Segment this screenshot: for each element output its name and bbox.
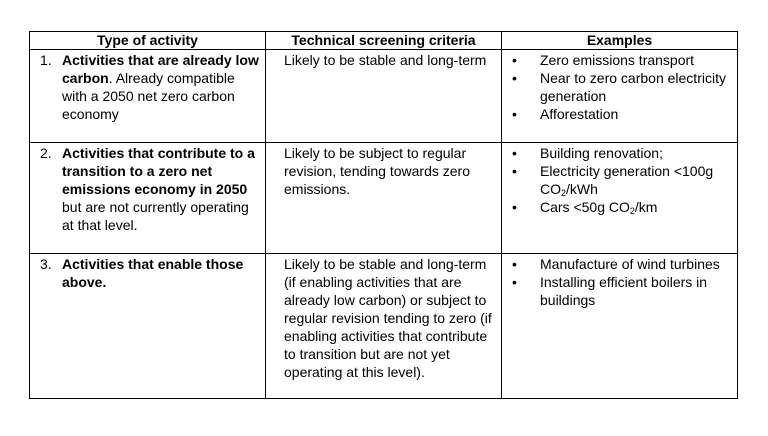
- example-text: Cars <50g $CO_2/km$: [540, 199, 658, 216]
- activity-description: . Already compatible with a 2050 net zero carbon economy: [62, 70, 235, 122]
- bullet-icon: •: [512, 106, 517, 122]
- examples-cell: [502, 143, 738, 254]
- table-row: [30, 254, 738, 399]
- list-item: [512, 255, 733, 273]
- list-item: [512, 69, 733, 105]
- header-row: [30, 32, 738, 50]
- header-technical-criteria: Technical screening criteria: [266, 32, 502, 50]
- header-examples: Examples: [502, 32, 738, 50]
- row-number: 3.: [40, 256, 52, 272]
- examples-cell: [502, 254, 738, 399]
- table-row: [30, 50, 738, 143]
- header-type-of-activity: Type of activity: [30, 32, 266, 50]
- bullet-icon: •: [512, 256, 517, 272]
- list-item: [512, 273, 733, 309]
- criteria-text: Likely to be stable and long-term (if enabling activities that are already low carbon) or subject to regular revision tending to zero (if enabling activities that contribute to transition but are not yet operating at this level).: [284, 256, 492, 380]
- activity-title: Activities that contribute to a transition to a zero net emissions economy in 2050: [62, 145, 255, 197]
- activity-cell: [30, 254, 266, 399]
- list-item: [512, 105, 733, 123]
- activity-cell: [30, 50, 266, 143]
- list-item: [512, 162, 733, 198]
- example-text: Afforestation: [540, 106, 619, 122]
- row-number: 2.: [40, 145, 52, 161]
- activity-table: [29, 31, 738, 399]
- activity-cell: [30, 143, 266, 254]
- activity-title: Activities that enable those above.: [62, 256, 244, 290]
- criteria-text: Likely to be subject to regular revision, tending towards zero emissions.: [284, 145, 470, 197]
- example-text: Manufacture of wind turbines: [540, 256, 720, 272]
- bullet-icon: •: [512, 145, 517, 161]
- criteria-cell: [266, 50, 502, 143]
- example-text: Zero emissions transport: [540, 52, 695, 68]
- example-text: Installing efficient boilers in buildings: [540, 274, 708, 308]
- list-item: [512, 198, 733, 216]
- list-item: [512, 51, 733, 69]
- criteria-cell: [266, 143, 502, 254]
- bullet-icon: •: [512, 163, 517, 179]
- criteria-text: Likely to be stable and long-term: [284, 52, 487, 68]
- examples-cell: [502, 50, 738, 143]
- bullet-icon: •: [512, 274, 517, 290]
- row-number: 1.: [40, 52, 52, 68]
- table-row: [30, 143, 738, 254]
- activity-description: but are not currently operating at that level.: [62, 199, 249, 233]
- example-text: Near to zero carbon electricity generation: [540, 70, 726, 104]
- activity-title: Activities that are already low carbon: [62, 52, 259, 86]
- bullet-icon: •: [512, 70, 517, 86]
- example-text: Building renovation;: [540, 145, 663, 161]
- bullet-icon: •: [512, 199, 517, 215]
- example-text: Electricity generation <100g $CO_2$/kWh: [540, 163, 714, 198]
- bullet-icon: •: [512, 52, 517, 68]
- list-item: [512, 144, 733, 162]
- criteria-cell: [266, 254, 502, 399]
